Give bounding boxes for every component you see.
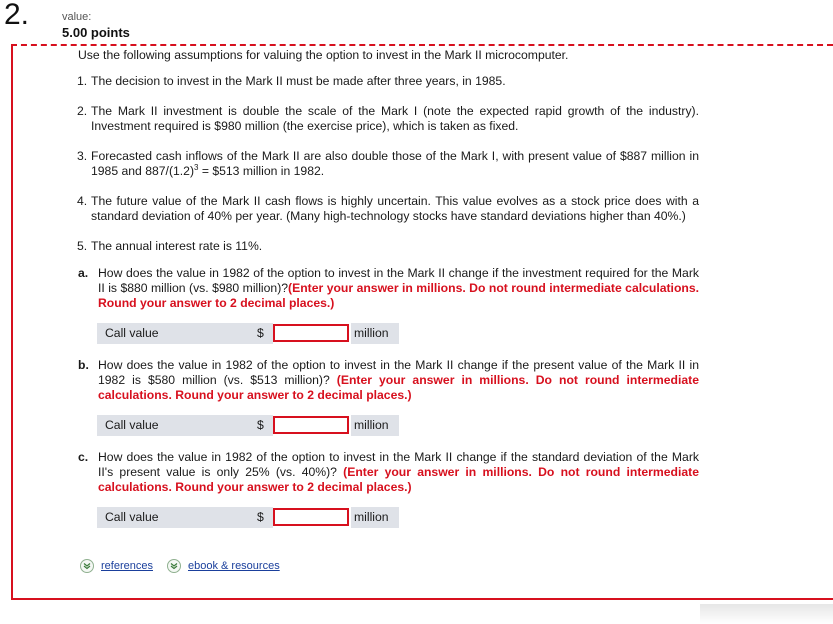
points-value: 5.00 points: [62, 25, 130, 40]
ebook-link-group[interactable]: [167, 559, 280, 573]
part-letter: c.: [78, 450, 89, 464]
chevron-down-icon[interactable]: [80, 559, 94, 573]
assumption-number: 3.: [77, 149, 88, 163]
currency-symbol: $: [239, 507, 273, 528]
bottom-shade: [700, 604, 833, 624]
part-instruction-cont: intermediate calculations. Round your answer to 2 decimal places.): [98, 373, 699, 402]
part-question-text: How does the value in 1982 of the option to invest in the Mark II change if the standard deviation of the Mark II's present value is only 25% (vs. 40%)?: [98, 450, 699, 479]
assumption-text-part: Forecasted cash inflows of the Mark II are also double those of the Mark I, with present value of $887 million in 1985 and 887/(1.2): [91, 149, 699, 178]
assumption-2: [77, 104, 699, 134]
part-instruction-cont: intermediate calculations. Round your answer to 2 decimal places.): [98, 281, 699, 310]
call-value-input-c[interactable]: [273, 508, 349, 526]
assumption-3: [77, 149, 699, 179]
assumption-5: [77, 239, 699, 254]
intro-text: Use the following assumptions for valuing the option to invest in the Mark II microcomputer.: [78, 48, 569, 62]
assumption-number: 1.: [77, 74, 88, 88]
resource-links: [80, 559, 294, 573]
assumption-text: The decision to invest in the Mark II must be made after three years, in 1985.: [91, 74, 506, 88]
unit-label: million: [351, 323, 399, 344]
part-letter: a.: [78, 266, 89, 280]
answer-row-b: [97, 415, 699, 436]
answer-label: Call value: [97, 507, 239, 528]
assumption-text-part: = $513 million in 1982.: [198, 164, 325, 178]
assumption-4: [77, 194, 699, 224]
part-question: [98, 450, 699, 495]
part-c: [77, 450, 699, 495]
part-question: [98, 266, 699, 311]
ebook-resources-link[interactable]: ebook & resources: [187, 560, 280, 572]
unit-label: million: [351, 415, 399, 436]
part-instruction: (Enter your answer in millions. Do not round: [288, 281, 546, 295]
assumption-text: The future value of the Mark II cash flows is highly uncertain. This value evolves as a stock price does with a standard deviation of 40% per year. (Many high-technology stocks have standard deviations higher than 40%.): [91, 194, 699, 223]
part-letter: b.: [78, 358, 89, 372]
part-b: [77, 358, 699, 403]
call-value-input-b[interactable]: [273, 416, 349, 434]
answer-row-c: [97, 507, 699, 528]
part-instruction: (Enter your answer in millions. Do not round: [336, 373, 620, 387]
currency-symbol: $: [239, 323, 273, 344]
question-content: [77, 48, 699, 542]
assumption-text: [91, 149, 699, 179]
exponent: 3: [194, 162, 199, 172]
assumption-text: The Mark II investment is double the scale of the Mark I (note the expected rapid growth of the industry). Investment required is $980 million (the exercise price), which is taken as fixed.: [91, 104, 699, 133]
assumption-number: 5.: [77, 239, 88, 253]
answer-label: Call value: [97, 415, 239, 436]
frame-top-border: [11, 44, 833, 46]
references-link-group[interactable]: [80, 559, 153, 573]
assumption-1: [77, 74, 699, 89]
part-question: [98, 358, 699, 403]
question-number: 2.: [4, 0, 30, 31]
references-link[interactable]: references: [101, 560, 153, 572]
currency-symbol: $: [239, 415, 273, 436]
assumption-number: 4.: [77, 194, 88, 208]
part-instruction: (Enter your answer in millions. Do not round: [343, 465, 621, 479]
answer-row-a: [97, 323, 699, 344]
part-a: [77, 266, 699, 311]
value-label: value:: [62, 11, 92, 23]
answer-label: Call value: [97, 323, 239, 344]
assumption-number: 2.: [77, 104, 88, 118]
chevron-down-icon[interactable]: [167, 559, 181, 573]
unit-label: million: [351, 507, 399, 528]
call-value-input-a[interactable]: [273, 324, 349, 342]
assumption-text: The annual interest rate is 11%.: [91, 239, 263, 253]
part-question-text: How does the value in 1982 of the option to invest in the Mark II change if the investment required for the Mark II is $880 million (vs. $980 million)?: [98, 266, 699, 295]
part-question-text: How does the value in 1982 of the option to invest in the Mark II change if the present value of the Mark II in 1982 is $580 million (vs. $513 million)?: [98, 358, 699, 387]
part-instruction-cont: intermediate calculations. Round your answer to 2 decimal places.): [98, 465, 699, 494]
